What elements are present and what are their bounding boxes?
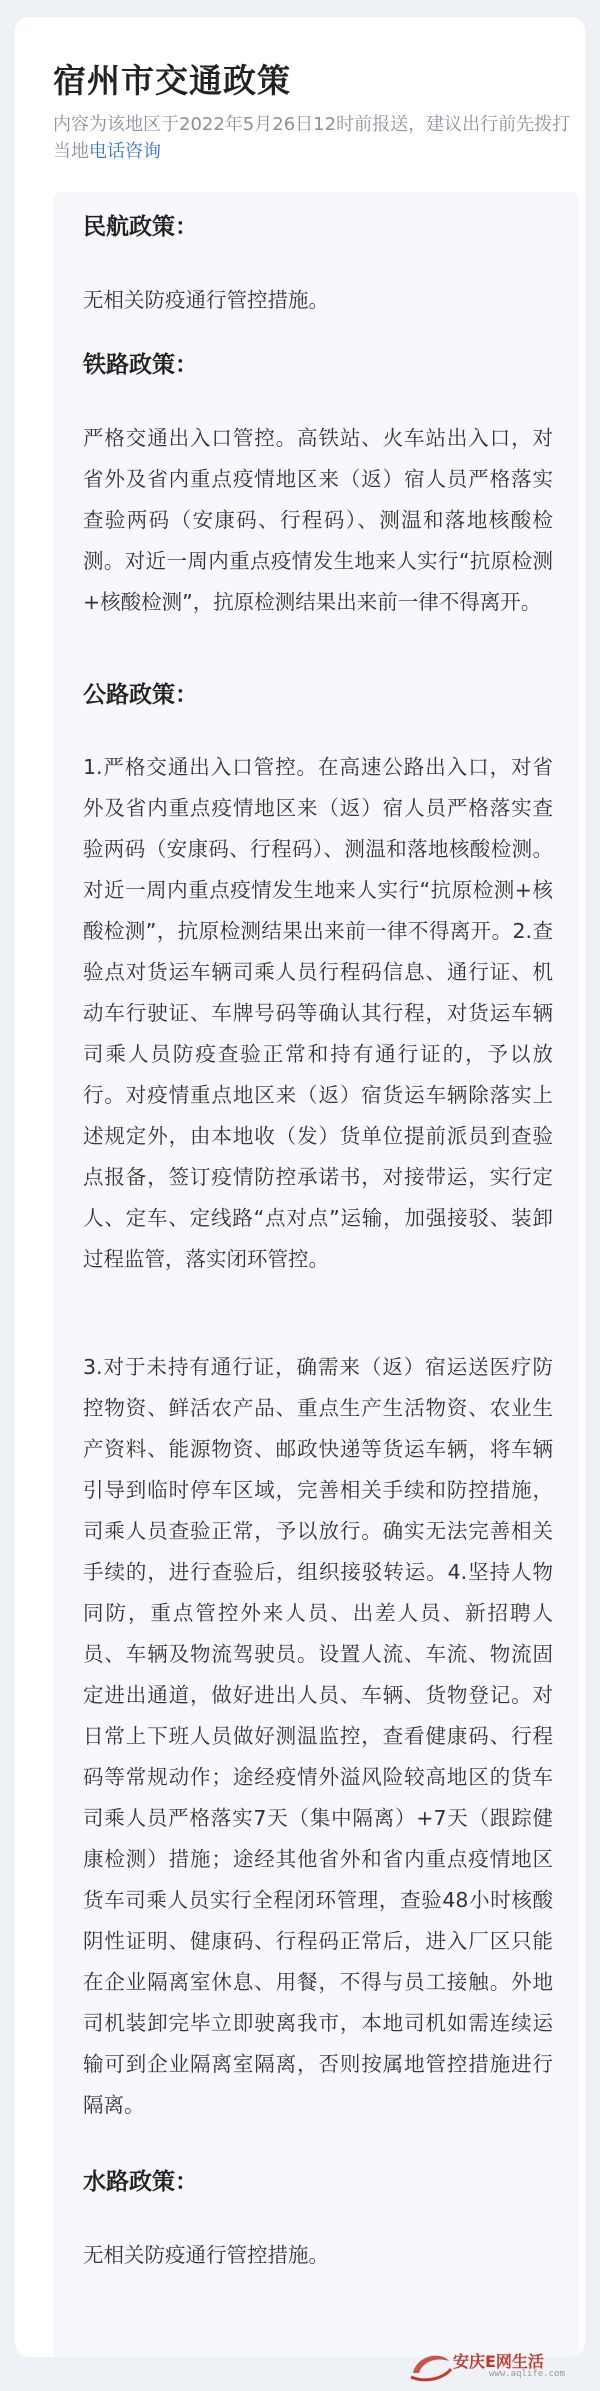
- railway-policy-title: 铁路政策：: [83, 352, 198, 378]
- highway-policy-content-2: 3.对于未持有通行证，确需来（返）宿运送医疗防控物资、鲜活农产品、重点生产生活物资、农业生产资料、能源物资、邮政快递等货运车辆，将车辆引导到临时停车区域，完善相关手续和防控措施，司乘人员查验正常，予以放行。确实无法完善相关手续的，进行查验后，组织接驳转运。4.坚持人物同防，重点管控外来人员、出差人员、新招聘人员、车辆及物流驾驶员。设置人流、车流、物流固定进出通道，做好进出人员、车辆、货物登记。对日常上下班人员做好测温监控，查看健康码、行程码等常规动作；途经疫情外溢风险较高地区的货车司乘人员严格落实7天（集中隔离）+7天（跟踪健康检测）措施；途经其他省外和省内重点疫情地区货车司乘人员实行全程闭环管理，查验48小时核酸阴性证明、健康码、行程码正常后，进入厂区只能在企业隔离室休息、用餐，不得与员工接触。外地司机装卸完毕立即驶离我市，本地司机如需连续运输可到企业隔离室隔离，否则按属地管控措施进行隔离。: [83, 1355, 553, 2117]
- watermark-logo-icon: [407, 2347, 455, 2387]
- policy-card: [15, 17, 585, 2357]
- notice-text: 内容为该地区于2022年5月26日12时前报送，建议出行前先拨打当地: [53, 114, 571, 162]
- aviation-policy-content: 无相关防疫通行管控措施。: [83, 288, 329, 312]
- aviation-policy-title: 民航政策：: [83, 214, 198, 240]
- policy-panel: [53, 192, 579, 2357]
- report-notice: [53, 111, 573, 165]
- highway-policy-title: 公路政策：: [83, 682, 198, 708]
- site-watermark: [407, 2347, 592, 2387]
- watermark-brand: 安庆E网生活: [453, 2352, 544, 2371]
- highway-policy-content-1: 1.严格交通出入口管控。在高速公路出入口，对省外及省内重点疫情地区来（返）宿人员严格落实查验两码（安康码、行程码）、测温和落地核酸检测。对近一周内重点疫情发生地来人实行“抗原检测+核酸检测”，抗原检测结果出来前一律不得离开。2.查验点对货运车辆司乘人员行程码信息、通行证、机动车行驶证、车牌号码等确认其行程，对货运车辆司乘人员防疫查验正常和持有通行证的，予以放行。对疫情重点地区来（返）宿货运车辆除落实上述规定外，由本地收（发）货单位提前派员到查验点报备，签订疫情防控承诺书，对接带运，实行定人、定车、定线路“点对点”运输，加强接驳、装卸过程监管，落实闭环管控。: [83, 755, 553, 1271]
- page-title: 宿州市交通政策: [53, 61, 291, 100]
- waterway-policy-content: 无相关防疫通行管控措施。: [83, 2243, 329, 2267]
- waterway-policy-title: 水路政策：: [83, 2169, 198, 2195]
- phone-consult-link[interactable]: 电话咨询: [89, 141, 161, 162]
- railway-policy-content: 严格交通出入口管控。高铁站、火车站出入口，对省外及省内重点疫情地区来（返）宿人员严格落实查验两码（安康码、行程码）、测温和落地核酸检测。对近一周内重点疫情发生地来人实行“抗原检测+核酸检测”，抗原检测结果出来前一律不得离开。: [83, 426, 553, 614]
- watermark-url: www.aqlife.com: [489, 2369, 565, 2379]
